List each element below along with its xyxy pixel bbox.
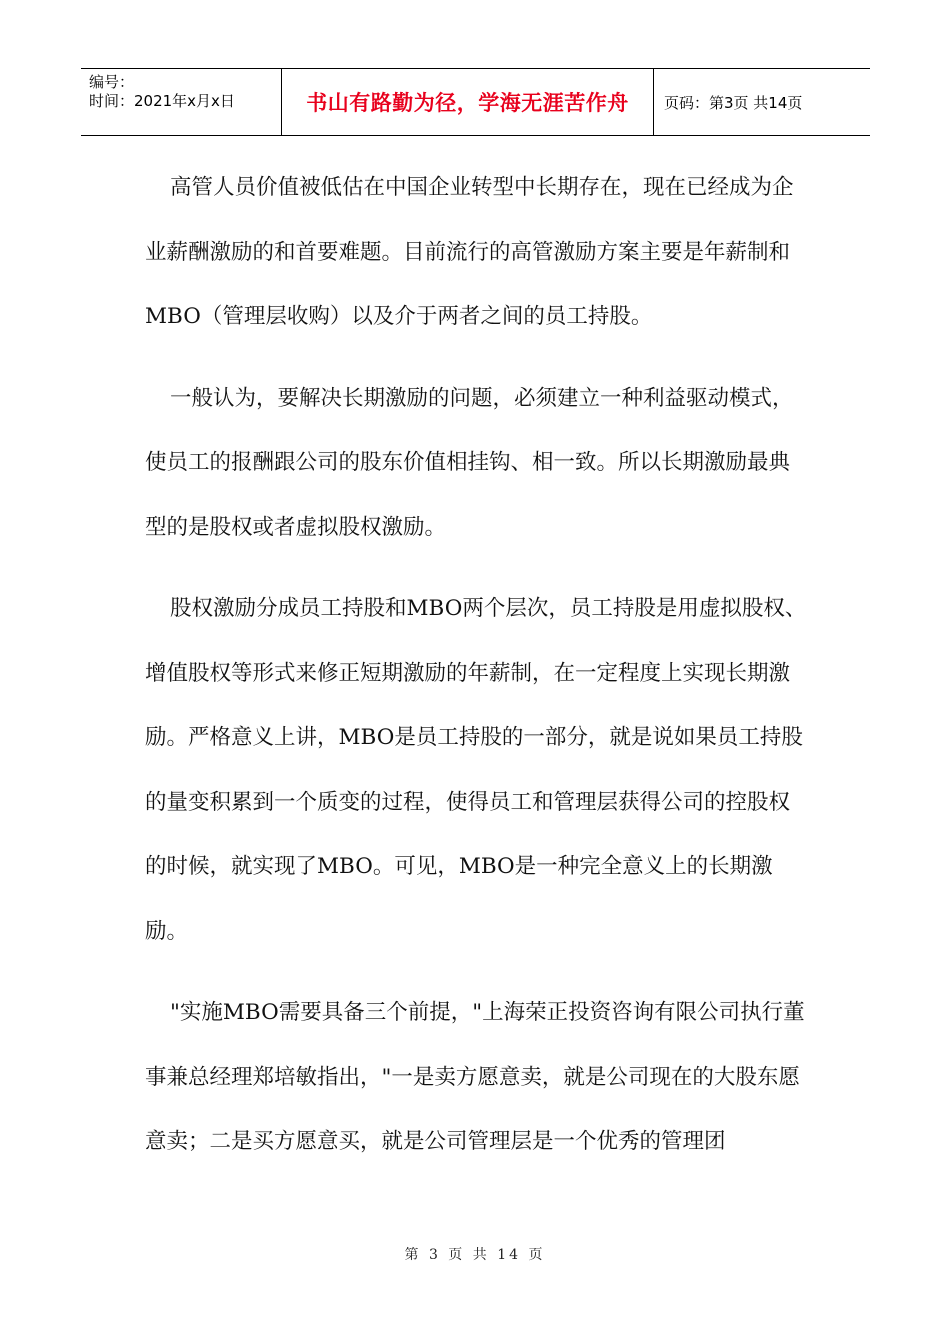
header-meta-cell — [81, 69, 281, 135]
date-label: 时间：2021年x月x日 — [89, 92, 235, 110]
header-motto-cell — [281, 69, 654, 135]
paragraph-4: "实施MBO需要具备三个前提，"上海荣正投资咨询有限公司执行董事兼总经理郑培敏指出，"一是卖方愿意卖，就是公司现在的大股东愿意卖；二是买方愿意买，就是公司管理层是一个优秀的管理团 — [145, 1000, 805, 1154]
paragraph-2: 一般认为，要解决长期激励的问题，必须建立一种利益驱动模式，使员工的报酬跟公司的股东价值相挂钩、相一致。所以长期激励最典型的是股权或者虚拟股权激励。 — [145, 385, 794, 540]
paragraph-3: 股权激励分成员工持股和MBO两个层次，员工持股是用虚拟股权、增值股权等形式来修正短期激励的年薪制，在一定程度上实现长期激励。严格意义上讲，MBO是员工持股的一部分，就是说如果员工持股的量变积累到一个质变的过程，使得员工和管理层获得公司的控股权的时候，就实现了MBO。可见，MBO是一种完全意义上的长期激励。 — [145, 596, 807, 944]
paragraph-1: 高管人员价值被低估在中国企业转型中长期存在，现在已经成为企业薪酬激励的和首要难题。目前流行的高管激励方案主要是年薪制和MBO（管理层收购）以及介于两者之间的员工持股。 — [145, 175, 794, 329]
document-body — [145, 156, 810, 1192]
document-header — [81, 68, 870, 136]
page-info: 页码：第3页 共14页 — [664, 93, 803, 112]
page-footer — [0, 1244, 950, 1264]
header-page-cell — [654, 69, 870, 135]
motto-text: 书山有路勤为径，学海无涯苦作舟 — [306, 91, 629, 115]
footer-page-number: 第 3 页 共 14 页 — [404, 1247, 546, 1263]
number-label: 编号： — [89, 73, 135, 91]
